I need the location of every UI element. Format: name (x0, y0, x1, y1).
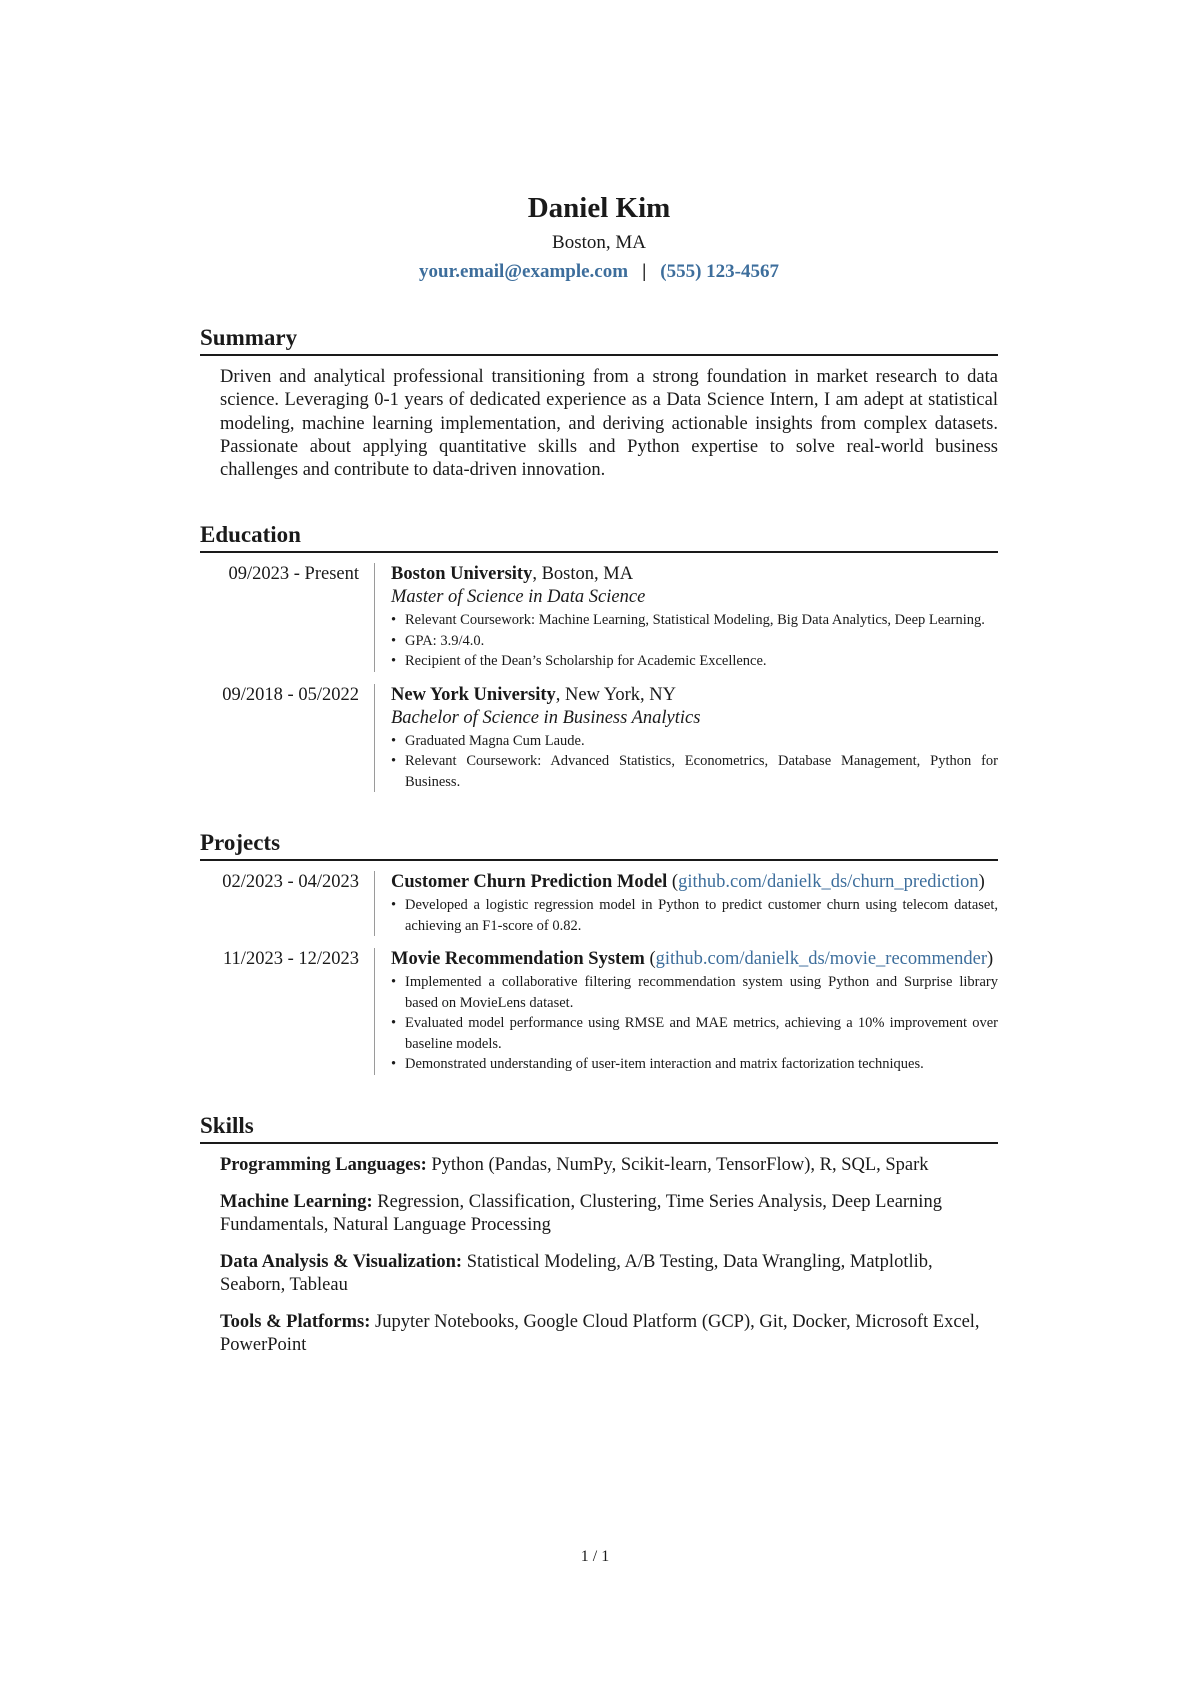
institution-name: Boston University (391, 564, 533, 585)
entry-body (375, 563, 998, 672)
project-name: Movie Recommendation System (391, 949, 645, 970)
link-paren-open: ( (671, 872, 679, 893)
entry-date: 09/2023 - Present (200, 563, 375, 672)
project-link[interactable]: github.com/danielk_ds/movie_recommender (655, 949, 987, 970)
link-paren-open: ( (649, 949, 656, 970)
entry-date: 02/2023 - 04/2023 (200, 871, 375, 936)
skill-label: Programming Languages: (220, 1154, 427, 1175)
project-link[interactable]: github.com/danielk_ds/churn_prediction (678, 872, 979, 893)
education-section (200, 520, 998, 792)
entry-body (375, 871, 998, 936)
skill-row (220, 1154, 998, 1177)
institution-name: New York University (391, 684, 556, 705)
page-number: 1 / 1 (580, 1548, 610, 1565)
summary-text: Driven and analytical professional transitioning from a strong foundation in market research to data science. Leveraging 0-1 years of dedicated experience as a Data Science Intern, I am adept at statistical modeling, machine learning implementation, and deriving actionable insights from complex datasets. Passionate about applying quantitative skills and Python expertise to solve real-world business challenges and contribute to data-driven innovation. (220, 367, 998, 481)
skill-value: Regression, Classification, Clustering, Time Series Analysis, Deep Learning Fundamentals, Natural Language Processing (220, 1191, 942, 1235)
bullet-item: • Relevant Coursework: Machine Learning, Statistical Modeling, Big Data Analytics, Deep Learning. (391, 610, 998, 631)
education-entry (200, 684, 998, 793)
project-title-line (391, 871, 998, 894)
institution-location: , New York, NY (555, 684, 677, 705)
bullet-list (391, 972, 998, 1075)
bullet-item: • Relevant Coursework: Advanced Statistics, Econometrics, Database Management, Python for Business. (391, 751, 998, 792)
skills-section (200, 1111, 998, 1357)
institution-line (391, 684, 998, 707)
project-name: Customer Churn Prediction Model (391, 872, 668, 893)
bullet-list (391, 610, 998, 672)
resume-header (200, 190, 998, 285)
institution-line (391, 563, 998, 586)
degree: Master of Science in Data Science (391, 587, 646, 608)
bullet-item: • Graduated Magna Cum Laude. (391, 731, 998, 752)
summary-section (200, 323, 998, 482)
degree: Bachelor of Science in Business Analytics (391, 707, 701, 728)
entry-date: 11/2023 - 12/2023 (200, 948, 375, 1075)
skill-row (220, 1251, 998, 1297)
bullet-item: • Developed a logistic regression model in Python to predict customer churn using telecom dataset, achieving an F1-score of 0.82. (391, 895, 998, 936)
candidate-location: Boston, MA (552, 232, 646, 253)
skills-title: Skills (200, 1111, 998, 1144)
education-entry (200, 563, 998, 672)
bullet-list (391, 895, 998, 936)
email-link[interactable]: your.email@example.com (419, 261, 629, 282)
projects-title: Projects (200, 828, 998, 861)
skill-row (220, 1191, 998, 1237)
institution-location: , Boston, MA (532, 564, 634, 585)
skill-label: Data Analysis & Visualization: (220, 1251, 463, 1272)
link-paren-close: ) (978, 872, 985, 893)
bullet-item: • Recipient of the Dean’s Scholarship for Academic Excellence. (391, 651, 998, 672)
skill-label: Machine Learning: (220, 1191, 373, 1212)
link-paren-close: ) (987, 949, 994, 970)
entry-date: 09/2018 - 05/2022 (200, 684, 375, 793)
education-title: Education (200, 520, 998, 553)
skill-value: Jupyter Notebooks, Google Cloud Platform (GCP), Git, Docker, Microsoft Excel, PowerPoint (220, 1311, 980, 1355)
entry-body (375, 684, 998, 793)
contact-separator: | (642, 261, 647, 282)
bullet-list (391, 731, 998, 793)
skill-label: Tools & Platforms: (220, 1311, 371, 1332)
entry-body (375, 948, 998, 1075)
bullet-item: • Implemented a collaborative filtering recommendation system using Python and Surprise library based on MovieLens dataset. (391, 972, 998, 1013)
candidate-name: Daniel Kim (527, 192, 671, 224)
bullet-item: • GPA: 3.9/4.0. (391, 631, 998, 652)
bullet-item: • Demonstrated understanding of user-item interaction and matrix factorization techniques. (391, 1054, 998, 1075)
projects-section (200, 828, 998, 1075)
resume-page (200, 190, 998, 1371)
skill-value: Python (Pandas, NumPy, Scikit-learn, TensorFlow), R, SQL, Spark (426, 1154, 929, 1175)
project-entry (200, 871, 998, 936)
project-title-line (391, 948, 998, 971)
phone-link[interactable]: (555) 123-4567 (660, 261, 779, 282)
project-entry (200, 948, 998, 1075)
skill-row (220, 1311, 998, 1357)
skill-value: Statistical Modeling, A/B Testing, Data Wrangling, Matplotlib, Seaborn, Tableau (220, 1251, 933, 1295)
contact-line (200, 259, 998, 285)
bullet-item: • Evaluated model performance using RMSE and MAE metrics, achieving a 10% improvement over baseline models. (391, 1013, 998, 1054)
summary-title: Summary (200, 323, 998, 356)
